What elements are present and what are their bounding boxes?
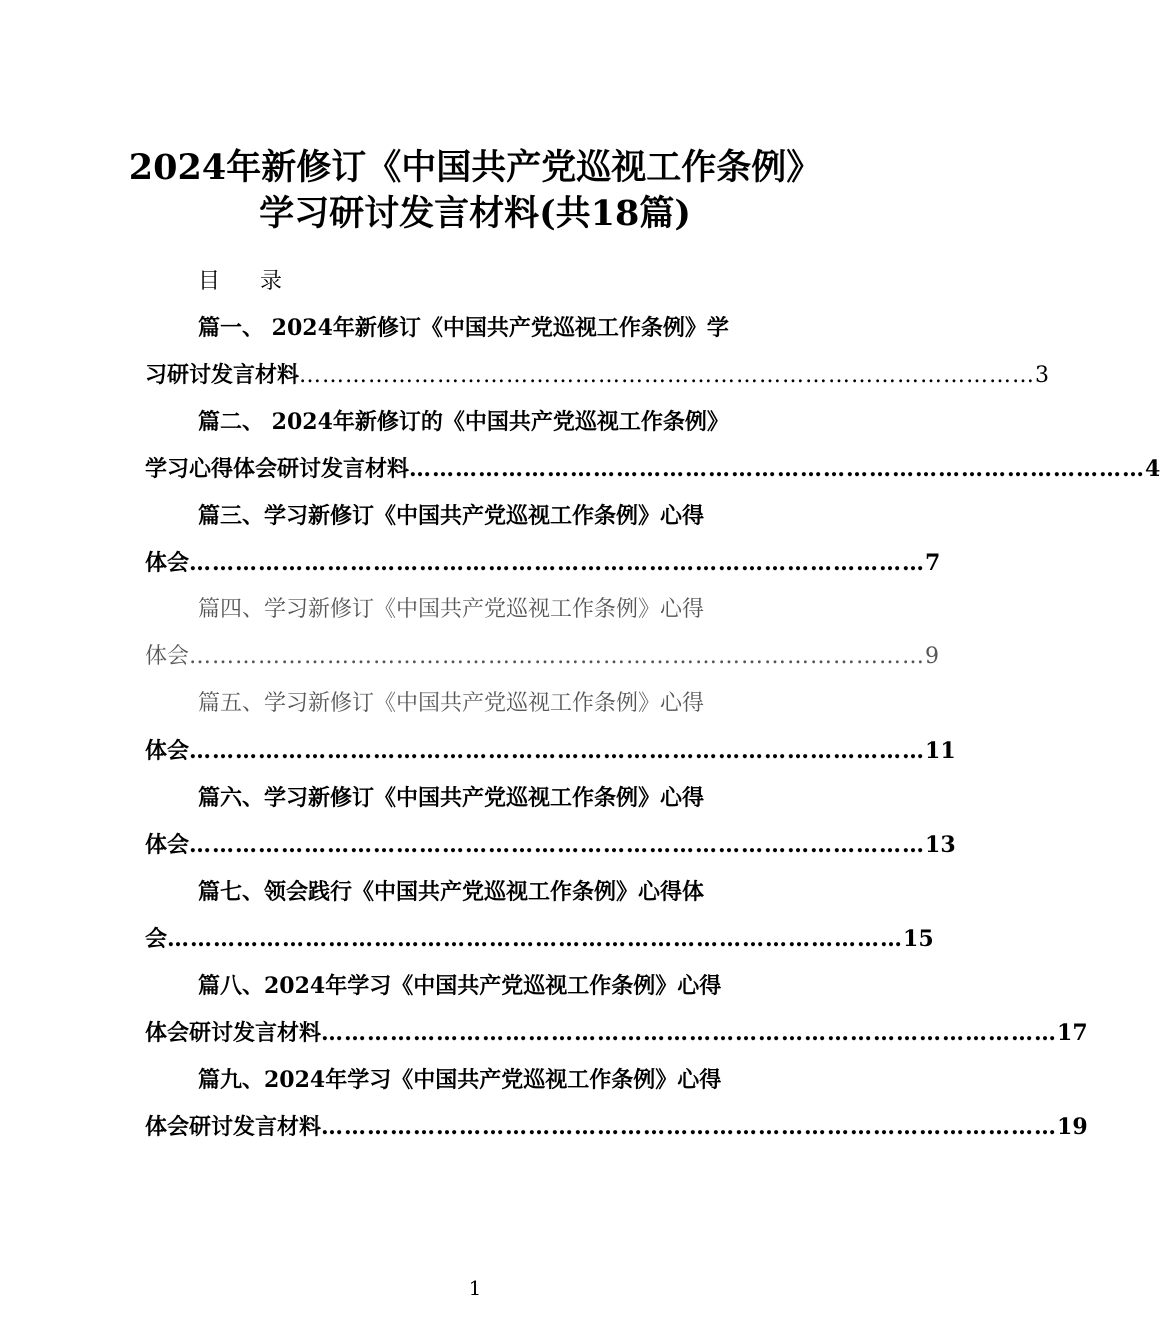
toc-entry-1-page: 3 [1035,363,1050,388]
toc-entry-3-page: 7 [925,550,941,576]
toc-entry-3-line-1: 篇三、学习新修订《中国共产党巡视工作条例》心得 [198,503,705,529]
toc-entry-1-line-2 [145,360,1050,391]
toc-entry-5-text: 体会 [145,738,190,764]
toc-entry-6-line-2 [145,830,956,860]
toc-leader-dots: …………………………………………………………………………………… [409,456,1146,482]
toc-entry-2-line-1: 篇二、 2024年新修订的《中国共产党巡视工作条例》 [198,409,729,435]
toc-entry-4-text: 体会 [145,644,190,669]
toc-entry-6-line-1: 篇六、学习新修订《中国共产党巡视工作条例》心得 [198,785,705,811]
toc-entry-7-line-1: 篇七、领会践行《中国共产党巡视工作条例》心得体 [198,879,705,905]
toc-entry-6-page: 13 [925,832,956,858]
toc-entry-7-page: 15 [903,926,934,952]
toc-heading-char-1: 目 [198,269,223,294]
toc-leader-dots: …………………………………………………………………………………… [167,926,904,952]
toc-leader-dots: …………………………………………………………………………………… [299,363,1036,388]
toc-leader-dots: …………………………………………………………………………………… [321,1114,1058,1140]
toc-entry-7-text: 会 [145,926,168,952]
toc-entry-4-line-2 [145,642,940,672]
toc-entry-1-line-1: 篇一、 2024年新修订《中国共产党巡视工作条例》学 [198,315,729,341]
toc-leader-dots: …………………………………………………………………………………… [321,1020,1058,1046]
toc-entry-5-line-1: 篇五、学习新修订《中国共产党巡视工作条例》心得 [198,691,705,716]
toc-entry-4-page: 9 [925,644,940,669]
toc-entry-8-page: 17 [1057,1020,1088,1046]
toc-entry-9-line-1: 篇九、2024年学习《中国共产党巡视工作条例》心得 [198,1067,722,1093]
toc-entry-9-text: 体会研讨发言材料 [145,1114,322,1140]
document-title-line-1: 2024年新修订《中国共产党巡视工作条例》 [128,147,822,188]
page-number: 1 [468,1276,482,1300]
toc-entry-8-line-1: 篇八、2024年学习《中国共产党巡视工作条例》心得 [198,973,722,999]
toc-entry-6-text: 体会 [145,832,190,858]
toc-entry-2-text: 学习心得体会研讨发言材料 [145,456,410,482]
toc-entry-9-page: 19 [1057,1114,1088,1140]
toc-leader-dots: …………………………………………………………………………………… [189,738,926,764]
toc-entry-5-line-2 [145,736,956,766]
toc-entry-3-line-2 [145,548,941,578]
toc-leader-dots: …………………………………………………………………………………… [189,550,926,576]
document-title-line-2: 学习研讨发言材料(共18篇) [259,193,691,234]
toc-entry-3-text: 体会 [145,550,190,576]
toc-entry-2-page: 4 [1145,456,1160,482]
toc-entry-2-line-2 [145,454,1160,484]
toc-entry-9-line-2 [145,1112,1088,1142]
toc-entry-8-line-2 [145,1018,1088,1048]
toc-leader-dots: …………………………………………………………………………………… [189,644,926,669]
toc-entry-1-text: 习研讨发言材料 [145,362,300,388]
toc-entry-5-page: 11 [925,738,956,764]
toc-heading [198,264,322,295]
toc-leader-dots: …………………………………………………………………………………… [189,832,926,858]
toc-entry-4-line-1: 篇四、学习新修订《中国共产党巡视工作条例》心得 [198,597,705,622]
toc-entry-7-line-2 [145,924,934,954]
toc-entry-8-text: 体会研讨发言材料 [145,1020,322,1046]
toc-heading-char-2: 录 [260,269,285,294]
